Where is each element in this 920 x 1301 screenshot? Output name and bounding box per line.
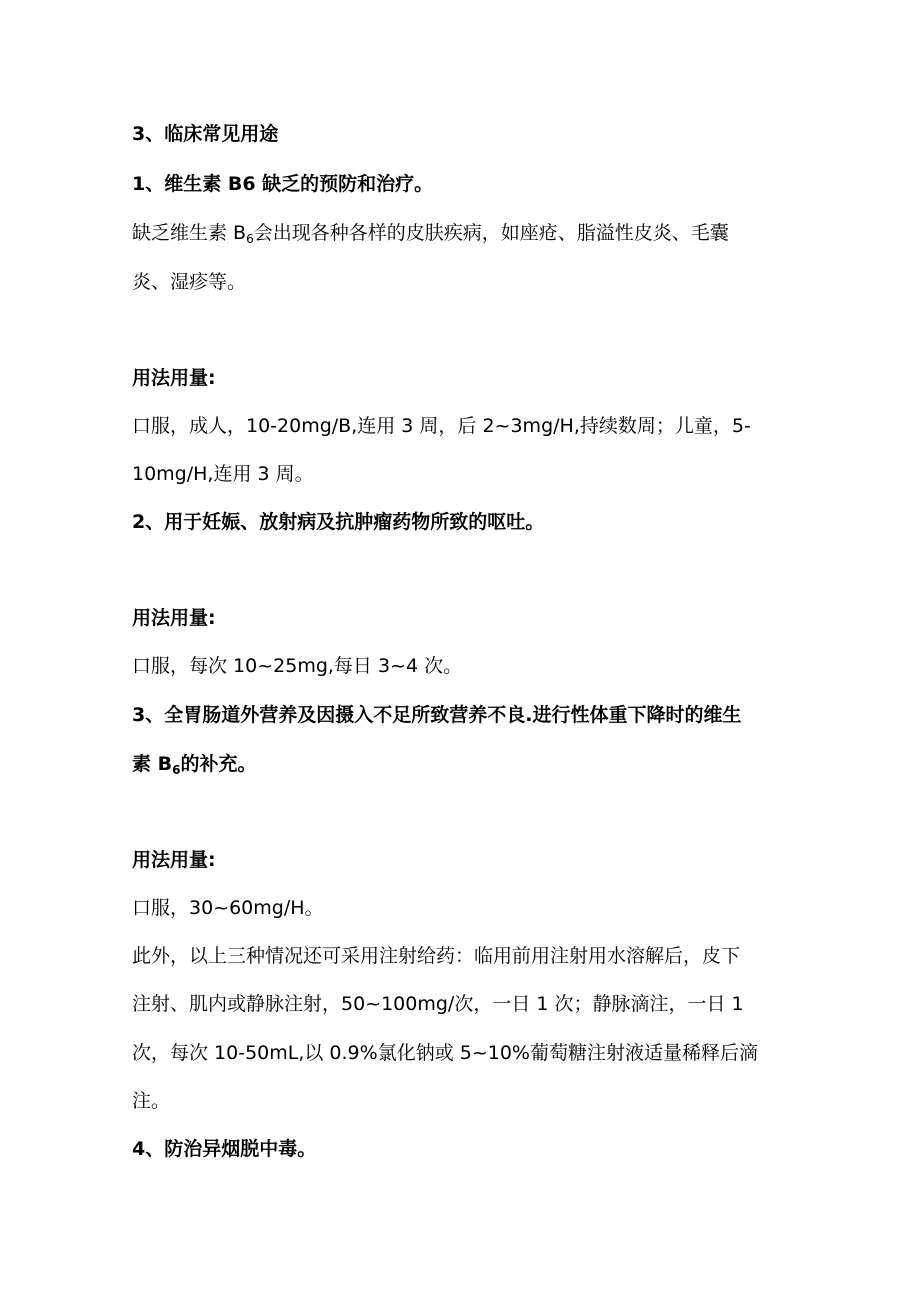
item3-extra-line3: 次，每次 10-50mL,以 0.9%氯化钠或 5~10%葡萄糖注射液适量稀释后滴 [132,1042,758,1064]
item1-heading: 1、维生素 B6 缺乏的预防和治疗。 [132,173,434,195]
item3-heading-line2 [132,752,256,776]
item2-usage-line1: 口服，每次 10~25mg,每日 3~4 次。 [132,655,463,677]
item3-extra-line4: 注。 [132,1090,171,1112]
item3-extra-line2: 注射、肌内或静脉注射，50~100mg∕次，一日 1 次；静脉滴注，一日 1 [132,993,744,1015]
item3-heading-subscript: 6 [172,763,181,777]
item4-heading: 4、防治异烟脱中毒。 [132,1138,317,1160]
item1-desc-subscript: 6 [246,232,254,246]
item1-desc-pre: 缺乏维生素 B [132,222,247,244]
item3-usage-label: 用法用量: [132,849,216,871]
item3-heading-line1: 3、全胃肠道外营养及因摄入不足所致营养不良.进行性体重下降时的维生 [132,704,742,726]
item2-heading: 2、用于妊娠、放射病及抗肿瘤药物所致的呕吐。 [132,511,545,533]
item1-usage-line1: 口服，成人，10-20mg/B,连用 3 周，后 2~3mg/H,持续数周；儿童，5- [132,415,751,437]
item2-usage-label: 用法用量: [132,607,216,629]
item3-usage-line1: 口服，30~60mg∕H。 [132,897,324,919]
item1-description-line1 [132,221,729,245]
item1-usage-label: 用法用量: [132,367,216,389]
item3-heading-pre: 素 B [132,753,173,775]
item3-heading-post: 的补充。 [180,753,257,775]
item1-description-line2: 炎、湿疹等。 [132,271,247,293]
section-heading: 3、临床常见用途 [132,123,279,145]
item1-desc-post: 会出现各种各样的皮肤疾病，如座疮、脂溢性皮炎、毛囊 [253,222,729,244]
item1-usage-line2: 10mg/H,连用 3 周。 [132,463,314,485]
item3-extra-line1: 此外，以上三种情况还可采用注射给药：临用前用注射用水溶解后，皮下 [132,945,741,967]
